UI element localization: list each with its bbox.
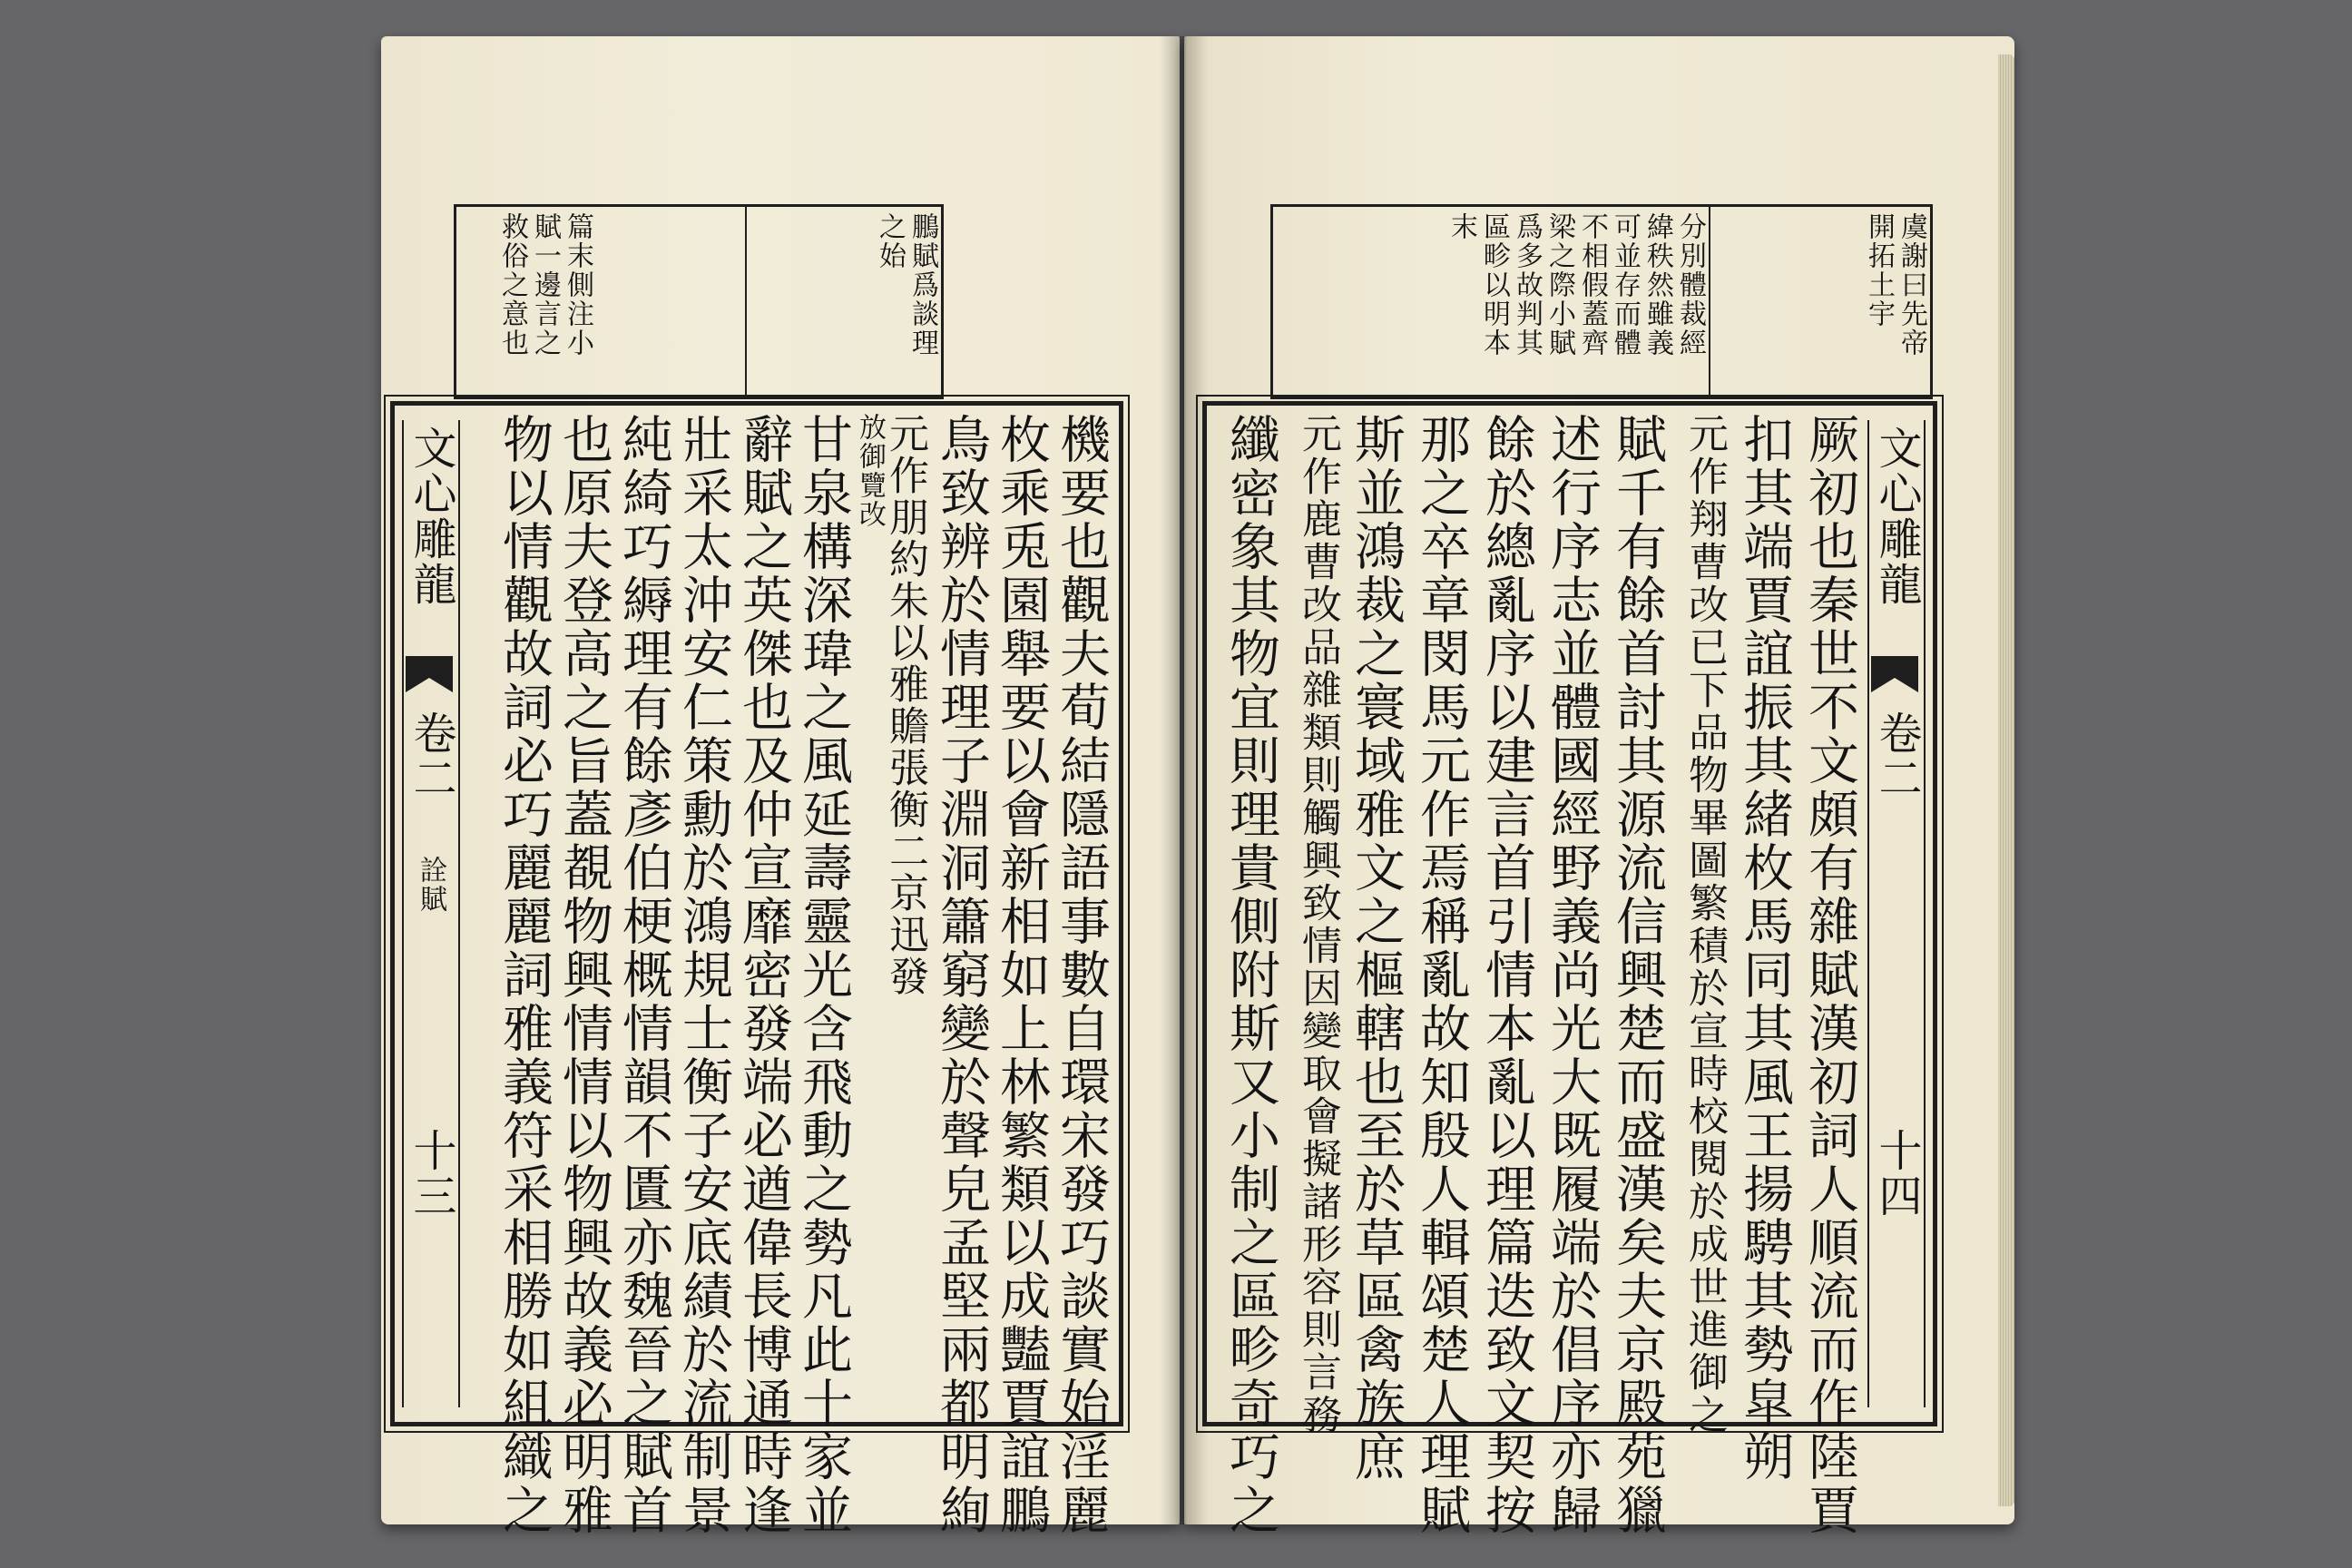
annotation-column: 放御覽改 (854, 413, 886, 529)
header-note-column: 梁之際小賦 (1544, 212, 1575, 358)
text-column: 厥初也秦世不文頗有雜賦漢初詞人順流而作陸賈 (1800, 413, 1859, 1537)
left-page (381, 36, 1180, 1537)
fish-tail-mark (406, 656, 453, 692)
folio-volume: 卷二 (1871, 710, 1922, 801)
fish-tail-mark (1871, 656, 1918, 692)
text-column: 機要也觀夫荀結隱語事數自環宋發巧談實始淫麗 (1052, 413, 1111, 1537)
left-text-frame (390, 401, 1123, 1537)
text-column: 壯采太沖安仁策勳於鴻規士衡子安底績於流制景 (674, 413, 733, 1537)
header-note-column: 之始 (874, 212, 906, 270)
header-note-column: 救俗之意也 (496, 212, 528, 358)
folio-title: 文心雕龍 (1871, 426, 1922, 607)
header-note-column: 不相假蓋齊 (1576, 212, 1608, 358)
left-header-notes (454, 204, 944, 399)
text-column: 元作鹿曹改品雜類則觸興致情因變取會擬諸形容則言務 (1295, 413, 1341, 1436)
folio-page-number: 十三 (406, 1128, 456, 1219)
book-spread (381, 36, 2014, 1537)
folio-volume: 卷二 (406, 710, 456, 801)
header-note-column: 分別體裁經 (1674, 212, 1706, 358)
text-column: 元作翔曹改已下品物畢圖繁積於宣時校閱於成世進御之 (1681, 413, 1728, 1436)
text-column: 甘泉構深瑋之風延壽靈光含飛動之勢凡此十家並 (794, 413, 853, 1537)
right-text-frame (1202, 401, 1937, 1537)
text-column: 那之卒章閔馬元作焉稱亂故知殷人輯頌楚人理賦 (1412, 413, 1471, 1537)
text-column: 扣其端賈誼振其緒枚馬同其風王揚騁其勢皐朔 (1735, 413, 1794, 1484)
header-note-column: 區畛以明本 (1478, 212, 1510, 358)
header-note-column: 虞謝曰先帝 (1896, 212, 1927, 358)
text-column: 物以情觀故詞必巧麗麗詞雅義符采相勝如組織之 (495, 413, 554, 1537)
left-folio-strip (402, 420, 460, 1407)
header-note-column: 賦一邊言之 (529, 212, 561, 358)
text-column: 餘於總亂序以建言首引情本亂以理篇迭致文契按 (1477, 413, 1536, 1537)
text-column: 純綺巧縟理有餘彥伯梗概情韻不匱亦魏晉之賦首 (614, 413, 673, 1537)
right-header-notes (1270, 204, 1933, 399)
header-note-column: 爲多故判其 (1511, 212, 1543, 358)
text-column: 述行序志並體國經野義尚光大既履端於倡序亦歸 (1543, 413, 1602, 1537)
folio-section: 詮賦 (415, 856, 446, 914)
text-column: 鳥致辨於情理子淵洞簫窮變於聲皃孟堅兩都明絢 (932, 413, 991, 1537)
header-note-column: 末 (1446, 212, 1477, 241)
right-folio-strip (1867, 420, 1926, 1407)
header-note-column: 可並存而體 (1609, 212, 1641, 358)
header-note-column: 鵬賦爲談理 (906, 212, 938, 358)
text-column: 枚乘兎園舉要以會新相如上林繁類以成豔賈誼鵬 (992, 413, 1051, 1537)
folio-page-number: 十四 (1871, 1128, 1922, 1219)
text-column: 辭賦之英傑也及仲宣靡密發端必遒偉長博通時逢 (734, 413, 793, 1537)
text-column: 賦千有餘首討其源流信興楚而盛漢矣夫京殿苑獵 (1608, 413, 1667, 1537)
text-column: 纖密象其物宜則理貴側附斯又小制之區畛奇巧之 (1221, 413, 1280, 1537)
right-page (1184, 36, 2014, 1537)
header-note-column: 篇末側注小 (562, 212, 593, 358)
annotation-column: 元作朋約朱以雅贍張衡二京迅發 (882, 413, 928, 997)
text-column: 也原夫登高之旨蓋覩物興情情以物興故義必明雅 (554, 413, 613, 1537)
page-edge-stack (1998, 54, 2014, 1506)
book-gutter-shadow (1160, 36, 1209, 1524)
folio-title: 文心雕龍 (406, 426, 456, 607)
text-column: 斯並鴻裁之寰域雅文之樞轄也至於草區禽族庶 (1347, 413, 1406, 1484)
header-note-column: 緯秩然雖義 (1642, 212, 1673, 358)
header-note-column: 開拓土宇 (1863, 212, 1895, 328)
